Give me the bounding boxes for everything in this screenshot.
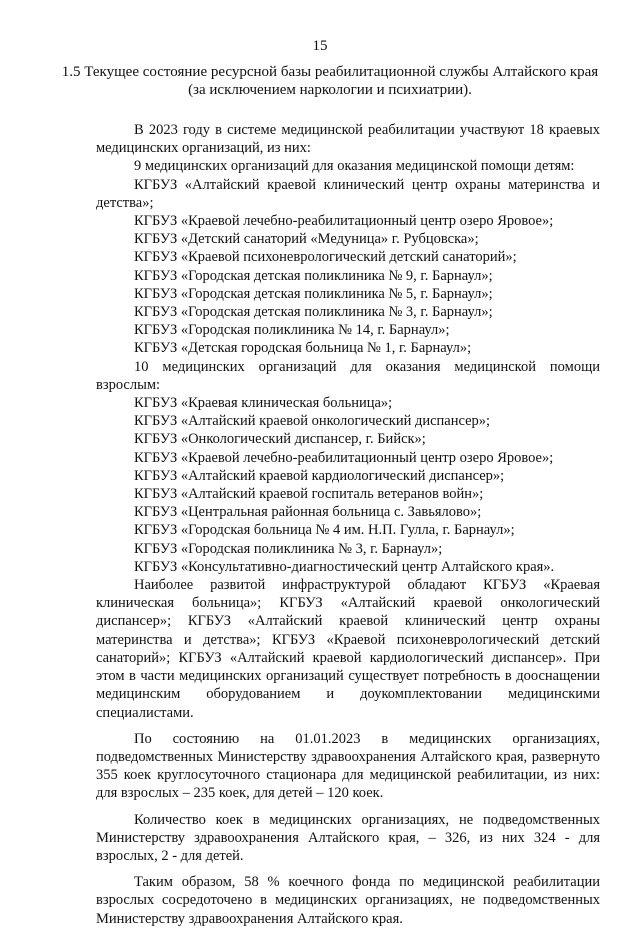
- list-item: КГБУЗ «Онкологический диспансер, г. Бийск»;: [134, 431, 426, 448]
- list-item: КГБУЗ «Консультативно-диагностический центр Алтайского края».: [134, 558, 555, 575]
- list-item: КГБУЗ «Городская поликлиника № 14, г. Барнаул»;: [134, 322, 450, 339]
- paragraph: Наиболее развитой инфраструктурой обладают КГБУЗ «Краевая клиническая больница»; КГБУЗ «Алтайский краевой онкологический диспансер»; КГБУЗ «Алтайский краевой клинический центр охраны материнства и детства»; КГБУЗ «Краевой психоневрологический детский санаторий»; КГБУЗ «Алтайский краевой кардиологический диспансер». При этом в части медицинских организаций существует потребность в дооснащении медицинским оборудованием и доукомплектовании медицинскими специалистами.: [96, 577, 600, 721]
- list-item: КГБУЗ «Алтайский краевой клинический центр охраны материнства и детства»;: [96, 176, 600, 211]
- list-item: КГБУЗ «Центральная районная больница с. Завьялово»;: [134, 504, 482, 521]
- list-item: КГБУЗ «Алтайский краевой кардиологический диспансер»;: [134, 467, 505, 484]
- paragraph: В 2023 году в системе медицинской реабилитации участвуют 18 краевых медицинских организаций, из них:: [96, 122, 600, 157]
- list-item: КГБУЗ «Краевой лечебно-реабилитационный центр озеро Яровое»;: [134, 213, 554, 230]
- paragraph: Таким образом, 58 % коечного фонда по медицинской реабилитации взрослых сосредоточено в медицинских организациях, не подведомственных Министерству здравоохранения Алтайского края.: [96, 874, 600, 927]
- list-item: КГБУЗ «Городская детская поликлиника № 3, г. Барнаул»;: [134, 304, 493, 321]
- paragraph: 9 медицинских организаций для оказания медицинской помощи детям:: [134, 158, 575, 175]
- list-item: КГБУЗ «Детский санаторий «Медуница» г. Рубцовска»;: [134, 231, 479, 248]
- page-number: 15: [312, 38, 328, 54]
- list-item: КГБУЗ «Детская городская больница № 1, г. Барнаул»;: [134, 340, 472, 357]
- list-item: КГБУЗ «Городская поликлиника № 3, г. Барнаул»;: [134, 540, 443, 557]
- list-item: КГБУЗ «Краевая клиническая больница»;: [134, 395, 393, 412]
- paragraph: 10 медицинских организаций для оказания медицинской помощи взрослым:: [96, 358, 600, 393]
- list-item: КГБУЗ «Городская больница № 4 им. Н.П. Гулла, г. Барнаул»;: [134, 522, 515, 539]
- paragraph: По состоянию на 01.01.2023 в медицинских организациях, подведомственных Министерству здравоохранения Алтайского края, развернуто 355 коек круглосуточного стационара для медицинской реабилитации, из них: для взрослых – 235 коек, для детей – 120 коек.: [96, 730, 600, 802]
- list-item: КГБУЗ «Алтайский краевой онкологический диспансер»;: [134, 413, 491, 430]
- list-item: КГБУЗ «Краевой психоневрологический детский санаторий»;: [134, 249, 517, 266]
- list-item: КГБУЗ «Краевой лечебно-реабилитационный центр озеро Яровое»;: [134, 449, 554, 466]
- paragraph: Количество коек в медицинских организациях, не подведомственных Министерству здравоохранения Алтайского края, – 326, из них 324 - для взрослых, 2 - для детей.: [96, 811, 600, 864]
- list-item: КГБУЗ «Городская детская поликлиника № 5, г. Барнаул»;: [134, 285, 493, 302]
- body-text: [96, 121, 600, 928]
- list-item: КГБУЗ «Алтайский краевой госпиталь ветеранов войн»;: [134, 486, 484, 503]
- section-title: 1.5 Текущее состояние ресурсной базы реабилитационной службы Алтайского края (за исключением наркологии и психиатрии).: [61, 64, 599, 98]
- list-item: КГБУЗ «Городская детская поликлиника № 9, г. Барнаул»;: [134, 267, 493, 284]
